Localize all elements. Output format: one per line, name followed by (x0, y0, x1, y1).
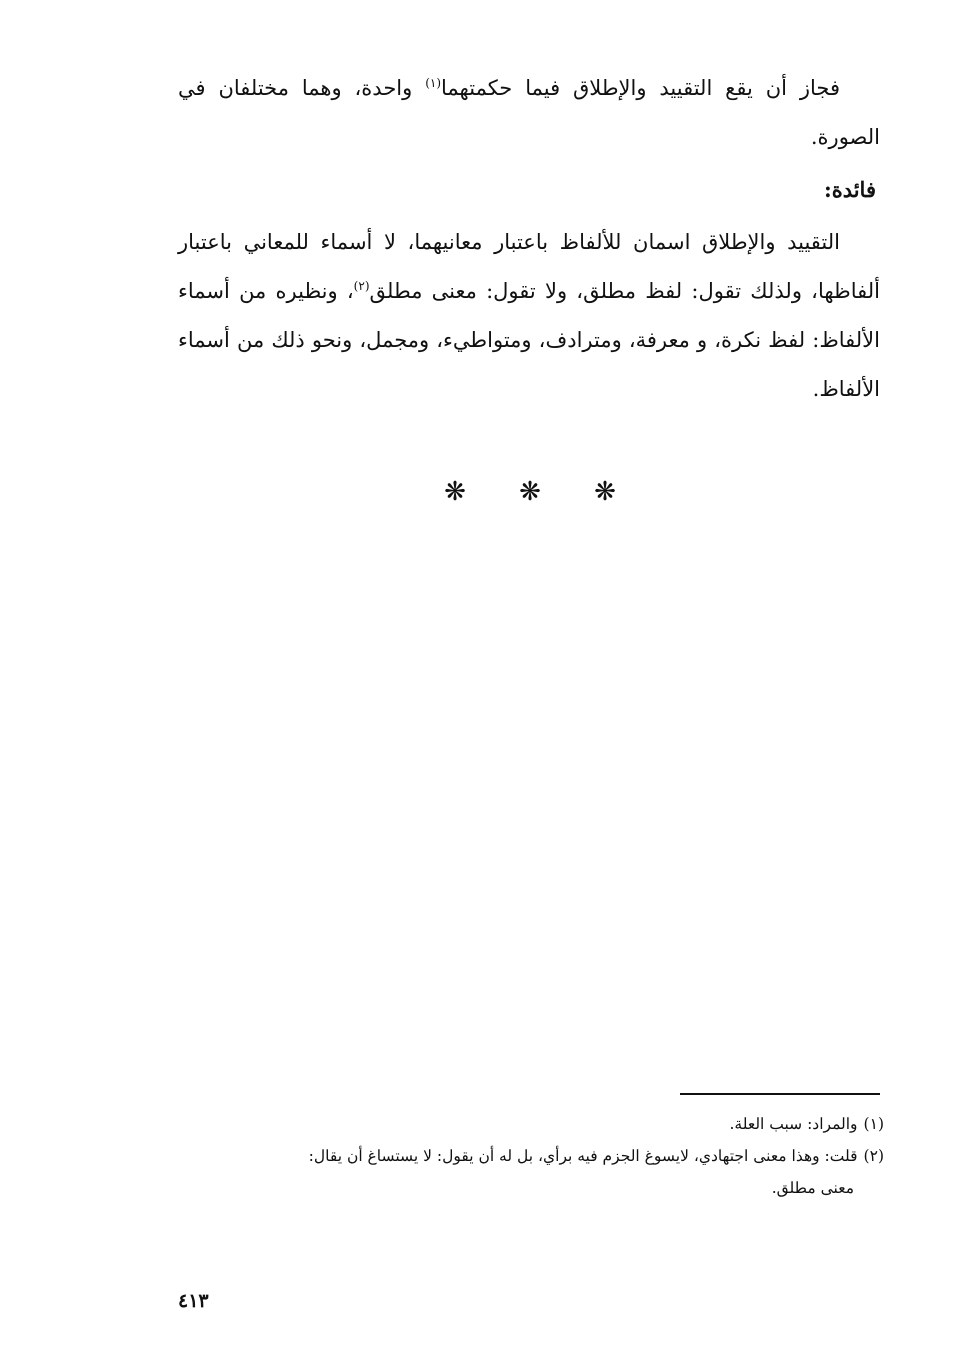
footnote-ref-1: (١) (425, 76, 442, 90)
footnote-ref-2: (٢) (353, 279, 370, 293)
footnote-divider (680, 1093, 880, 1095)
paragraph-1-text-a: فجاز أن يقع التقييد والإطلاق فيما حكمتهما (441, 76, 841, 100)
footnote-1 (178, 1108, 884, 1140)
paragraph-1 (178, 64, 880, 162)
paragraph-2 (178, 218, 880, 414)
paragraph-1-text-b: واحدة، وهما مختلفان في الصورة. (178, 76, 880, 149)
star-ornament-icon: ❋ (444, 477, 466, 507)
star-ornament-icon: ❋ (594, 477, 616, 507)
star-ornament-icon: ❋ (519, 477, 541, 507)
footnote-text: والمراد: سبب العلة. (729, 1115, 858, 1133)
footnote-text: قلت: وهذا معنى اجتهادي، لايسوغ الجزم فيه برأي، بل له أن يقول: لا يستساغ أن يقال: (308, 1147, 858, 1165)
footnotes (178, 1108, 884, 1204)
footnote-number: (٢) (863, 1147, 884, 1165)
page-number: ٤١٣ (178, 1290, 209, 1312)
footnote-continuation: معنى مطلق. (771, 1179, 854, 1197)
section-heading: فائدة: (823, 177, 876, 202)
paragraph-2-text-b: ، ونظيره من أسماء الألفاظ: لفظ نكرة، و معرفة، ومترادف، ومتواطيء، ومجمل، ونحو ذلك من أسماء الألفاظ. (178, 279, 880, 401)
paragraph-2-text-a: التقييد والإطلاق اسمان للألفاظ باعتبار معانيهما، لا أسماء للمعاني باعتبار ألفاظها، ولذلك تقول: لفظ مطلق، ولا تقول: معنى مطلق (178, 230, 881, 303)
footnote-number: (١) (863, 1115, 884, 1133)
footnote-2 (178, 1140, 884, 1204)
section-separator (440, 476, 620, 508)
